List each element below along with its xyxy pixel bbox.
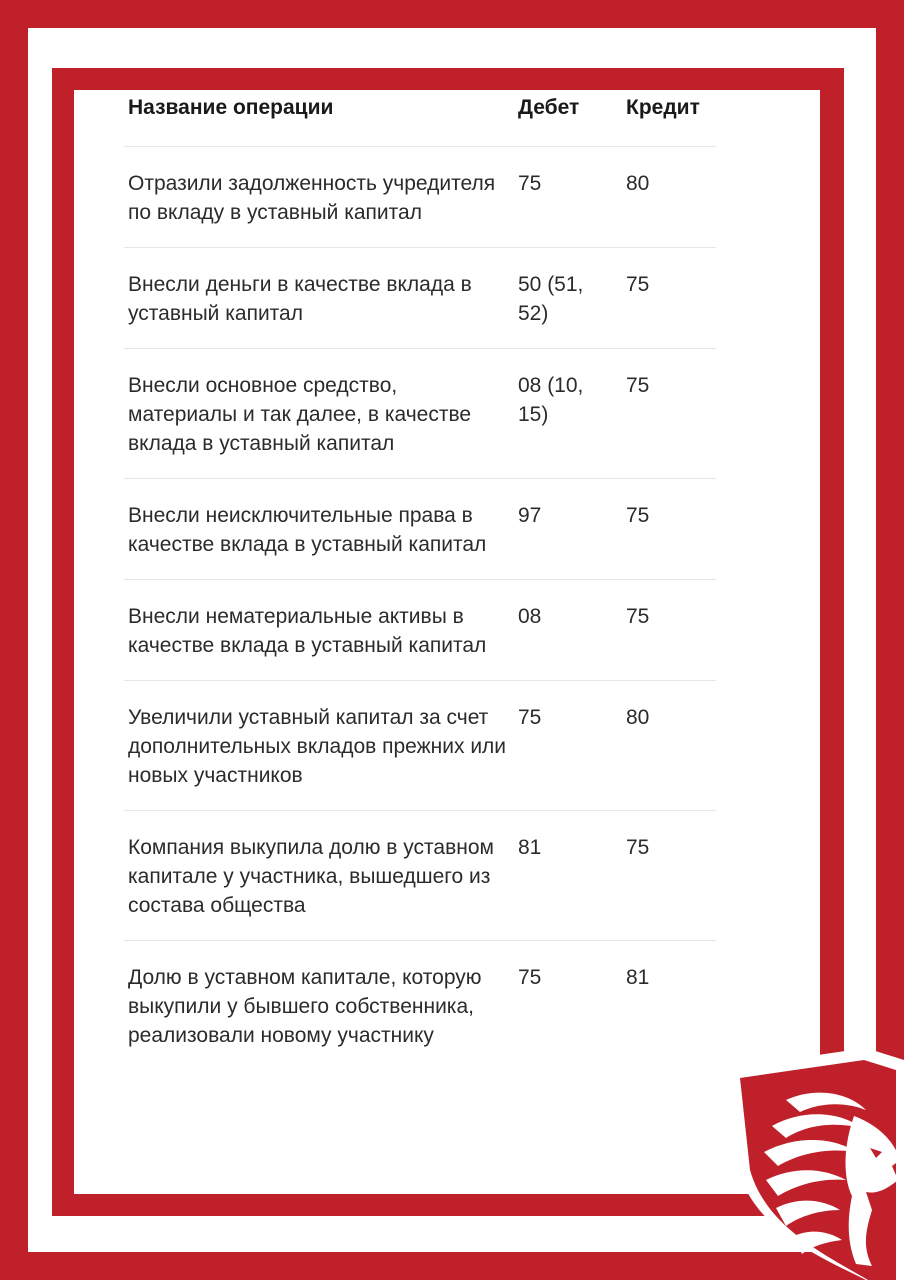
cell-debit: 08 <box>514 579 622 680</box>
table-row <box>124 146 716 247</box>
cell-debit: 81 <box>514 810 622 940</box>
cell-credit: 75 <box>622 810 716 940</box>
cell-credit: 75 <box>622 478 716 579</box>
header-operation: Название операции <box>128 96 334 119</box>
cell-operation: Долю в уставном капитале, которую выкупили у бывшего собственника, реализовали новому участнику <box>124 940 514 1070</box>
cell-debit: 97 <box>514 478 622 579</box>
table-row <box>124 680 716 810</box>
table-row <box>124 247 716 348</box>
cell-debit: 08 (10, 15) <box>514 348 622 478</box>
cell-credit: 80 <box>622 146 716 247</box>
cell-operation: Внесли нематериальные активы в качестве вклада в уставный капитал <box>124 579 514 680</box>
lion-shield-icon <box>716 1040 904 1280</box>
cell-credit: 75 <box>622 579 716 680</box>
cell-credit: 75 <box>622 247 716 348</box>
cell-operation: Внесли основное средство, материалы и так далее, в качестве вклада в уставный капитал <box>124 348 514 478</box>
cell-credit: 80 <box>622 680 716 810</box>
cell-operation: Внесли деньги в качестве вклада в уставный капитал <box>124 247 514 348</box>
cell-operation: Компания выкупила долю в уставном капитале у участника, вышедшего из состава общества <box>124 810 514 940</box>
content-panel <box>74 90 820 1194</box>
cell-credit: 75 <box>622 348 716 478</box>
header-credit: Кредит <box>626 96 700 119</box>
table-row <box>124 348 716 478</box>
cell-operation: Отразили задолженность учредителя по вкладу в уставный капитал <box>124 146 514 247</box>
cell-debit: 75 <box>514 940 622 1070</box>
table-row <box>124 579 716 680</box>
accounting-entries-table <box>124 90 716 1070</box>
cell-credit: 81 <box>622 940 716 1070</box>
table-row <box>124 478 716 579</box>
cell-debit: 50 (51, 52) <box>514 247 622 348</box>
cell-debit: 75 <box>514 146 622 247</box>
table-row <box>124 940 716 1070</box>
cell-debit: 75 <box>514 680 622 810</box>
cell-operation: Увеличили уставный капитал за счет дополнительных вкладов прежних или новых участников <box>124 680 514 810</box>
table-header-row <box>124 90 716 146</box>
table-row <box>124 810 716 940</box>
cell-operation: Внесли неисключительные права в качестве вклада в уставный капитал <box>124 478 514 579</box>
header-debit: Дебет <box>518 96 580 119</box>
